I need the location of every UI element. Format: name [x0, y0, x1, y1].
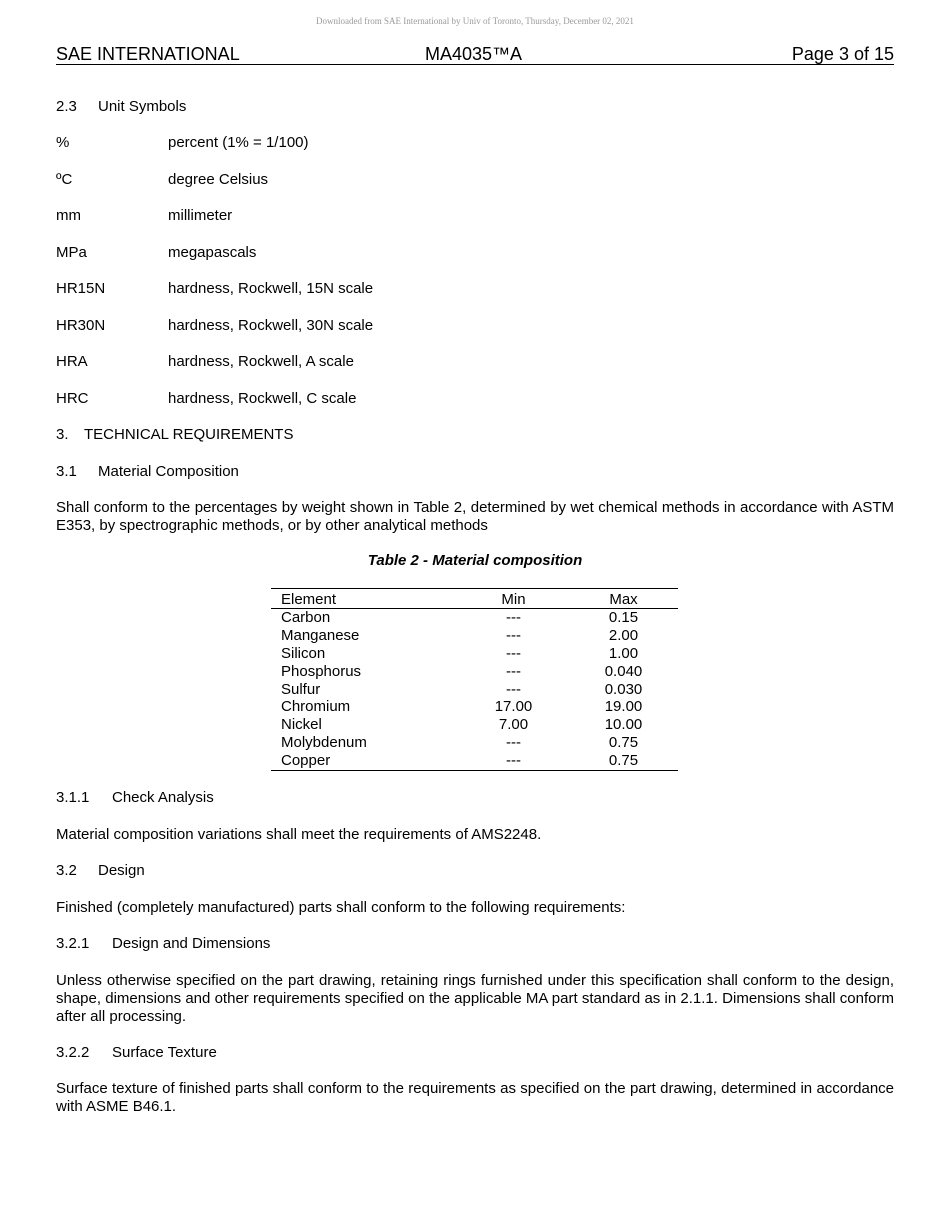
table-row [271, 663, 678, 681]
section-heading-material-composition [56, 463, 239, 481]
section-number: 3.1.1 [56, 789, 90, 806]
unit-symbol-definition: megapascals [168, 244, 257, 261]
unit-symbol-definition: percent (1% = 1/100) [168, 134, 309, 151]
section-number: 3.2.2 [56, 1044, 90, 1061]
cell-min: --- [506, 752, 521, 770]
table-row [271, 627, 678, 645]
unit-symbol-abbr: HR15N [56, 280, 106, 297]
unit-symbol-abbr: HR30N [56, 317, 106, 334]
table-header [271, 589, 678, 609]
cell-element: Silicon [281, 644, 326, 662]
section-title: Design and Dimensions [112, 935, 271, 952]
cell-max: 1.00 [608, 644, 639, 662]
cell-max: 10.00 [604, 716, 643, 734]
table-body [271, 609, 678, 770]
cell-element: Chromium [281, 698, 351, 716]
cell-element: Nickel [281, 716, 322, 734]
section-title: Unit Symbols [98, 98, 187, 115]
unit-symbol-definition: hardness, Rockwell, 15N scale [168, 280, 374, 297]
page-header [56, 44, 894, 65]
table-row [271, 716, 678, 734]
section-title: TECHNICAL REQUIREMENTS [84, 426, 294, 443]
column-header-min: Min [501, 591, 526, 608]
section-heading-design-dimensions [56, 935, 270, 953]
unit-symbol-definition: hardness, Rockwell, A scale [168, 353, 354, 370]
section-title: Material Composition [98, 463, 239, 480]
section-number: 2.3 [56, 98, 77, 115]
unit-symbol-definition: millimeter [168, 207, 233, 224]
surface-texture-text: Surface texture of finished parts shall conform to the requirements as specified on the part drawing, determined in accordance with ASME B46.1. [56, 1080, 894, 1115]
cell-element: Phosphorus [281, 662, 362, 680]
table-row [271, 609, 678, 627]
section-heading-technical-requirements [56, 426, 293, 444]
cell-max: 0.040 [604, 662, 643, 680]
material-composition-text: Shall conform to the percentages by weight shown in Table 2, determined by wet chemical methods in accordance with ASTM E353, by spectrographic methods, or by other analytical methods [56, 499, 894, 534]
unit-symbol-abbr: ºC [56, 171, 73, 188]
column-header-max: Max [609, 591, 638, 608]
cell-min: --- [506, 626, 521, 644]
section-heading-design [56, 862, 145, 880]
cell-min: --- [506, 680, 521, 698]
table-caption: Table 2 - Material composition [367, 552, 583, 569]
table-header-row [271, 589, 678, 608]
section-number: 3.2.1 [56, 935, 90, 952]
section-heading-surface-texture [56, 1044, 217, 1062]
cell-max: 19.00 [604, 698, 643, 716]
header-document-number: MA4035™A [425, 44, 523, 64]
section-number: 3.1 [56, 463, 77, 480]
cell-max: 0.75 [608, 734, 639, 752]
table-row [271, 752, 678, 770]
section-title: Check Analysis [112, 789, 214, 806]
design-text: Finished (completely manufactured) parts shall conform to the following requirements: [56, 899, 626, 916]
header-organization: SAE INTERNATIONAL [56, 44, 240, 64]
cell-min: --- [506, 662, 521, 680]
cell-min: --- [506, 644, 521, 662]
cell-max: 2.00 [608, 626, 639, 644]
material-composition-table [271, 588, 678, 771]
cell-element: Sulfur [281, 680, 321, 698]
section-heading-check-analysis [56, 789, 214, 807]
unit-symbol-abbr: HRC [56, 390, 89, 407]
cell-max: 0.030 [604, 680, 643, 698]
download-watermark: Downloaded from SAE International by Univ of Toronto, Thursday, December 02, 2021 [316, 16, 634, 26]
table-row [271, 645, 678, 663]
section-number: 3.2 [56, 862, 77, 879]
cell-element: Molybdenum [281, 734, 367, 752]
check-analysis-text: Material composition variations shall meet the requirements of AMS2248. [56, 826, 542, 843]
column-header-element: Element [281, 591, 337, 608]
unit-symbol-abbr: mm [56, 207, 81, 224]
table-row [271, 698, 678, 716]
section-heading-unit-symbols [56, 98, 186, 116]
unit-symbol-definition: hardness, Rockwell, 30N scale [168, 317, 374, 334]
unit-symbol-abbr: % [56, 134, 70, 151]
design-dimensions-text: Unless otherwise specified on the part drawing, retaining rings furnished under this specification shall conform to the design, shape, dimensions and other requirements specified on the applicable MA part standard as in 2.1.1. Dimensions shall conform after all processing. [56, 972, 894, 1025]
cell-element: Manganese [281, 626, 360, 644]
unit-symbol-definition: hardness, Rockwell, C scale [168, 390, 357, 407]
cell-max: 0.15 [608, 609, 639, 626]
cell-max: 0.75 [608, 752, 639, 770]
unit-symbol-abbr: HRA [56, 353, 88, 370]
cell-min: --- [506, 609, 521, 626]
unit-symbol-definition: degree Celsius [168, 171, 269, 188]
table-row [271, 681, 678, 699]
cell-min: --- [506, 734, 521, 752]
unit-symbol-abbr: MPa [56, 244, 87, 261]
cell-min: 7.00 [498, 716, 529, 734]
cell-element: Copper [281, 752, 331, 770]
header-page-number: Page 3 of 15 [791, 44, 894, 64]
table-row [271, 734, 678, 752]
section-title: Design [98, 862, 145, 879]
cell-element: Carbon [281, 609, 331, 626]
section-title: Surface Texture [112, 1044, 217, 1061]
cell-min: 17.00 [494, 698, 533, 716]
section-number: 3. [56, 426, 69, 443]
